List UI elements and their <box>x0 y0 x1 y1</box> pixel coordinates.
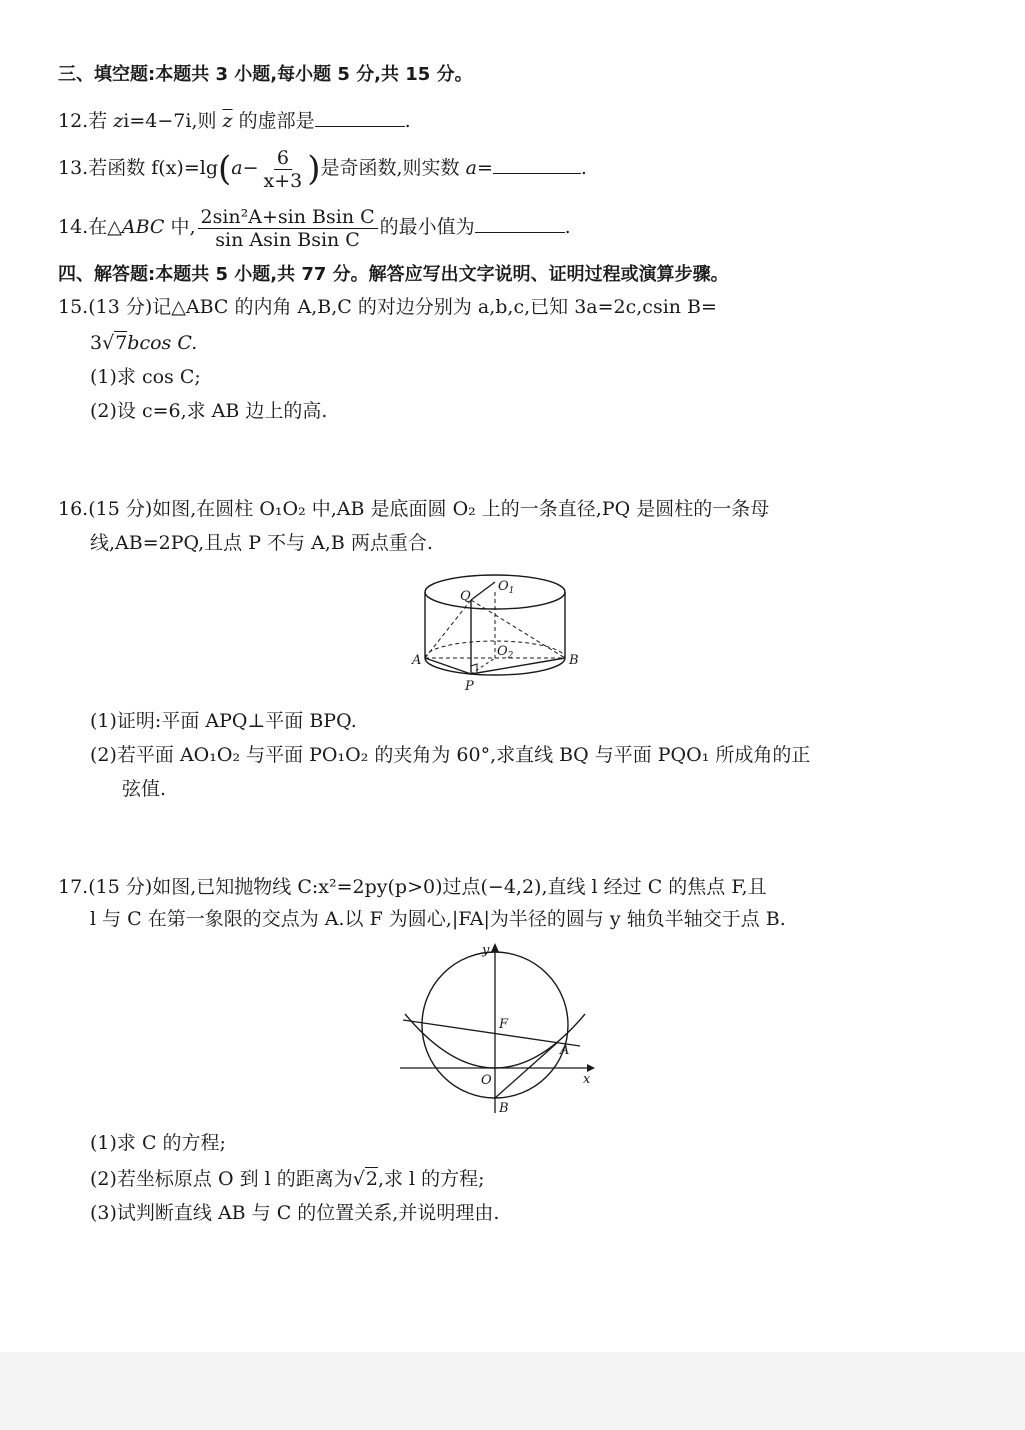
label-o2: $O_2$ <box>497 644 514 661</box>
question-13: 13.若函数 f(x)=lg(a− $\frac{6}{x+3}$ )是奇函数,则实数 a= . <box>58 146 587 192</box>
section-3-heading: 三、填空题:本题共 3 小题,每小题 5 分,共 15 分。 <box>58 64 473 85</box>
segment-q-o1 <box>471 582 495 600</box>
line-l <box>403 1020 580 1046</box>
question-17-part-2: (2)若坐标原点 O 到 l 的距离为√2,求 l 的方程; <box>90 1168 485 1190</box>
segment-pb <box>471 658 565 674</box>
parabola-circle-figure <box>395 938 600 1118</box>
label-a: A <box>560 1043 570 1058</box>
label-o: O <box>481 1073 492 1088</box>
y-axis-arrow <box>491 943 499 952</box>
question-16-part-1: (1)证明:平面 APQ⊥平面 BPQ. <box>90 710 357 732</box>
label-o1: $O_1$ <box>498 579 515 596</box>
question-17-part-3: (3)试判断直线 AB 与 C 的位置关系,并说明理由. <box>90 1202 500 1224</box>
cylinder-bottom-front <box>425 658 565 675</box>
section-4-heading: 四、解答题:本题共 5 小题,共 77 分。解答应写出文字说明、证明过程或演算步骤。 <box>58 264 729 285</box>
line-ab <box>495 1042 558 1098</box>
label-x: x <box>583 1072 591 1087</box>
question-15-line-2: 3√7bcos C. <box>90 332 198 354</box>
page-bottom-shade <box>0 1352 1025 1430</box>
question-15-part-2: (2)设 c=6,求 AB 边上的高. <box>90 400 328 422</box>
label-p: P <box>465 679 474 694</box>
fraction-6-over-x-plus-3: $\frac{6}{x+3}$ <box>263 146 303 192</box>
question-14: 14.在△ABC 中, $\frac{\text{2sin²A+sin Bsin C}}{\text{sin Asin Bsin C}}$ 的最小值为 . <box>58 205 571 251</box>
trig-fraction: $\frac{\text{2sin²A+sin Bsin C}}{\text{sin Asin Bsin C}}$ <box>198 206 378 251</box>
q12-number: 12. <box>58 110 89 132</box>
question-17-line-1: 17.(15 分)如图,已知抛物线 C:x²=2py(p>0)过点(−4,2),直线 l 经过 C 的焦点 F,且 <box>58 876 767 898</box>
label-q: Q <box>460 589 471 604</box>
x-axis-arrow <box>587 1064 595 1072</box>
question-12: 12.若 zi=4−7i,则 $\overline{z}$ 的虚部是 . <box>58 110 411 132</box>
answer-blank[interactable] <box>475 214 565 233</box>
question-15-line-1: 15.(13 分)记△ABC 的内角 A,B,C 的对边分别为 a,b,c,已知 3a=2c,csin B= <box>58 296 717 318</box>
label-y: y <box>482 943 490 958</box>
label-a: A <box>412 653 422 668</box>
question-16-line-2: 线,AB=2PQ,且点 P 不与 A,B 两点重合. <box>90 532 433 554</box>
question-16-line-1: 16.(15 分)如图,在圆柱 O₁O₂ 中,AB 是底面圆 O₂ 上的一条直径,PQ 是圆柱的一条母 <box>58 498 770 520</box>
segment-qa <box>425 600 471 658</box>
question-16-part-2-line-1: (2)若平面 AO₁O₂ 与平面 PO₁O₂ 的夹角为 60°,求直线 BQ 与平面 PQO₁ 所成角的正 <box>90 744 811 766</box>
question-17-part-1: (1)求 C 的方程; <box>90 1132 226 1154</box>
answer-blank[interactable] <box>315 108 405 127</box>
question-16-part-2-line-2: 弦值. <box>122 778 167 800</box>
label-f: F <box>499 1017 509 1032</box>
cylinder-figure <box>405 562 590 697</box>
question-17-line-2: l 与 C 在第一象限的交点为 A.以 F 为圆心,|FA|为半径的圆与 y 轴负半轴交于点 B. <box>90 908 786 930</box>
function-expression: f(x)=lg <box>151 157 218 179</box>
answer-blank[interactable] <box>493 155 581 174</box>
label-b: B <box>499 1101 509 1116</box>
label-b: B <box>569 653 579 668</box>
question-15-part-1: (1)求 cos C; <box>90 366 201 388</box>
